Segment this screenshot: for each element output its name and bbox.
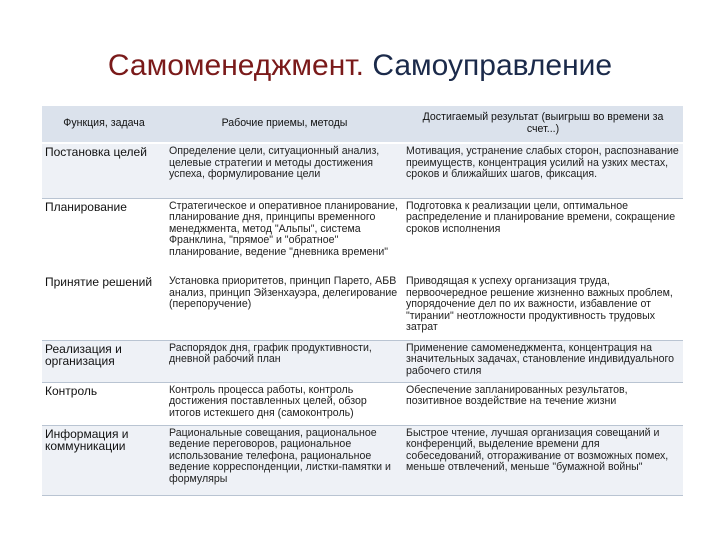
row-function: Контроль xyxy=(42,382,166,425)
row-methods: Стратегическое и оперативное планирование, планирование дня, принципы временного менеджмента, метод "Альпы", система Франклина, "прямое" и "обратное" планирование, ведение "дневника времени" xyxy=(166,198,403,274)
self-management-table xyxy=(42,106,683,496)
header-function: Функция, задача xyxy=(42,106,166,143)
table-row xyxy=(42,143,683,198)
table-row xyxy=(42,382,683,425)
header-result: Достигаемый результат (выигрыш во времени за счет...) xyxy=(403,106,683,143)
slide-title xyxy=(0,46,720,86)
row-methods: Установка приоритетов, принцип Парето, АБВ анализ, принцип Эйзенхауэра, делегирование (перепоручение) xyxy=(166,274,403,340)
row-result: Обеспечение запланированных результатов, позитивное воздействие на течение жизни xyxy=(403,382,683,425)
title-part-1: Самоменеджмент. xyxy=(107,49,365,82)
row-result: Быстрое чтение, лучшая организация совещаний и конференций, выделение времени для собеседований, отгораживание от возможных помех, меньше отвлечений, меньше "бумажной войны" xyxy=(403,425,683,495)
table-row xyxy=(42,198,683,274)
row-result: Мотивация, устранение слабых сторон, распознавание преимуществ, концентрация усилий на узких местах, сроков и ближайших шагов, фиксация. xyxy=(403,143,683,198)
row-result: Применение самоменеджмента, концентрация на значительных задачах, становление индивидуального рабочего стиля xyxy=(403,340,683,382)
row-function: Принятие решений xyxy=(42,274,166,340)
row-function: Информация и коммуникации xyxy=(42,425,166,495)
title-part-2: Самоуправление xyxy=(372,49,613,82)
table-header-row xyxy=(42,106,683,143)
row-result: Приводящая к успеху организация труда, первоочередное решение жизненно важных проблем, упорядочение дел по их важности, избавление от "тирании" неотложности продуктивность трудовых затрат xyxy=(403,274,683,340)
table-row xyxy=(42,340,683,382)
row-methods: Рациональные совещания, рациональное ведение переговоров, рациональное использование телефона, рациональное ведение корреспонденции, листки-памятки и формуляры xyxy=(166,425,403,495)
table-row xyxy=(42,274,683,340)
row-function: Планирование xyxy=(42,198,166,274)
row-methods: Распорядок дня, график продуктивности, дневной рабочий план xyxy=(166,340,403,382)
row-result: Подготовка к реализации цели, оптимальное распределение и планирование времени, сокращение сроков исполнения xyxy=(403,198,683,274)
row-methods: Определение цели, ситуационный анализ, целевые стратегии и методы достижения успеха, формулирование цели xyxy=(166,143,403,198)
row-function: Постановка целей xyxy=(42,143,166,198)
table-row xyxy=(42,425,683,495)
header-methods: Рабочие приемы, методы xyxy=(166,106,403,143)
row-function: Реализация и организация xyxy=(42,340,166,382)
row-methods: Контроль процесса работы, контроль достижения поставленных целей, обзор итогов истекшего дня (самоконтроль) xyxy=(166,382,403,425)
